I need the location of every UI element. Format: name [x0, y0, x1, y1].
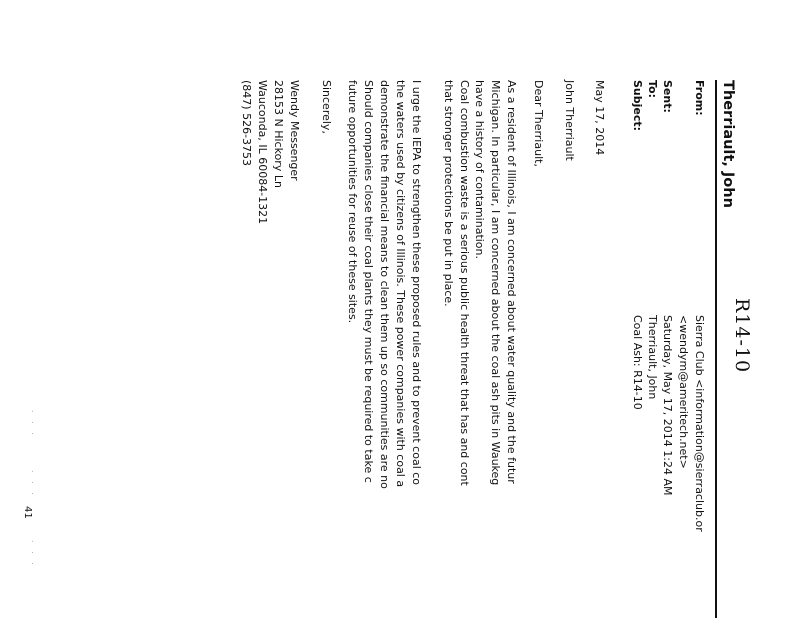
paragraph-line: the waters used by citizens of Illinois. These power companies with coal a — [394, 80, 407, 488]
signature-block — [238, 80, 302, 224]
to-label: To: — [646, 80, 659, 98]
paragraph-line: I urge the IEPA to strengthen these proposed rules and to prevent coal co — [410, 80, 423, 486]
paragraph-1 — [471, 80, 519, 485]
subject-label: Subject: — [631, 80, 644, 132]
paragraph-line: Coal combustion waste is a serious public health threat that has and cont — [458, 80, 471, 486]
paragraph-line: demonstrate the financial means to clean them up so communities are no — [378, 80, 391, 489]
signature-address: 28153 N Hickory Ln — [272, 80, 285, 188]
signature-phone: (847) 526-3753 — [240, 80, 253, 167]
paragraph-line: Should companies close their coal plants they must be required to take c — [362, 80, 375, 483]
scan-artifact: . . . — [30, 410, 39, 438]
paragraph-line: future opportunities for reuse of these sites. — [346, 80, 359, 324]
from-email: <wendym@ameritech.net> — [677, 315, 690, 469]
letter-date: May 17, 2014 — [593, 80, 606, 156]
scan-artifact: . . . — [30, 540, 39, 568]
from-label: From: — [693, 80, 706, 116]
from-value: Sierra Club <information@sierraclub.or — [693, 315, 706, 532]
signature-name: Wendy Messenger — [288, 80, 301, 181]
signature-city: Wauconda, IL 60084-1321 — [256, 80, 269, 225]
header-rule — [715, 80, 717, 618]
paragraph-2 — [440, 80, 472, 486]
sent-label: Sent: — [661, 80, 674, 113]
reference-number: R14-10 — [731, 298, 753, 374]
paragraph-3 — [344, 80, 424, 489]
scan-artifact: . . . — [30, 470, 39, 498]
page-number: 41 — [22, 506, 33, 519]
paragraph-line: that stronger protections be put in place. — [442, 80, 455, 307]
letter-salutation: Dear Therriault, — [532, 80, 545, 167]
subject-value: Coal Ash: R14-10 — [631, 315, 644, 410]
paragraph-line: Michigan. In particular, I am concerned about the coal ash pits in Waukeg — [489, 80, 502, 486]
letter-closing: Sincerely, — [320, 80, 333, 134]
paragraph-line: have a history of contamination. — [473, 80, 486, 260]
paragraph-line: As a resident of Illinois, I am concerned about water quality and the futur — [505, 80, 518, 484]
to-value: Therriault, John — [646, 315, 659, 400]
sent-value: Saturday, May 17, 2014 1:24 AM — [661, 315, 674, 496]
sender-name: Therriault, John — [720, 80, 736, 208]
letter-recipient: John Therriault — [563, 80, 576, 161]
